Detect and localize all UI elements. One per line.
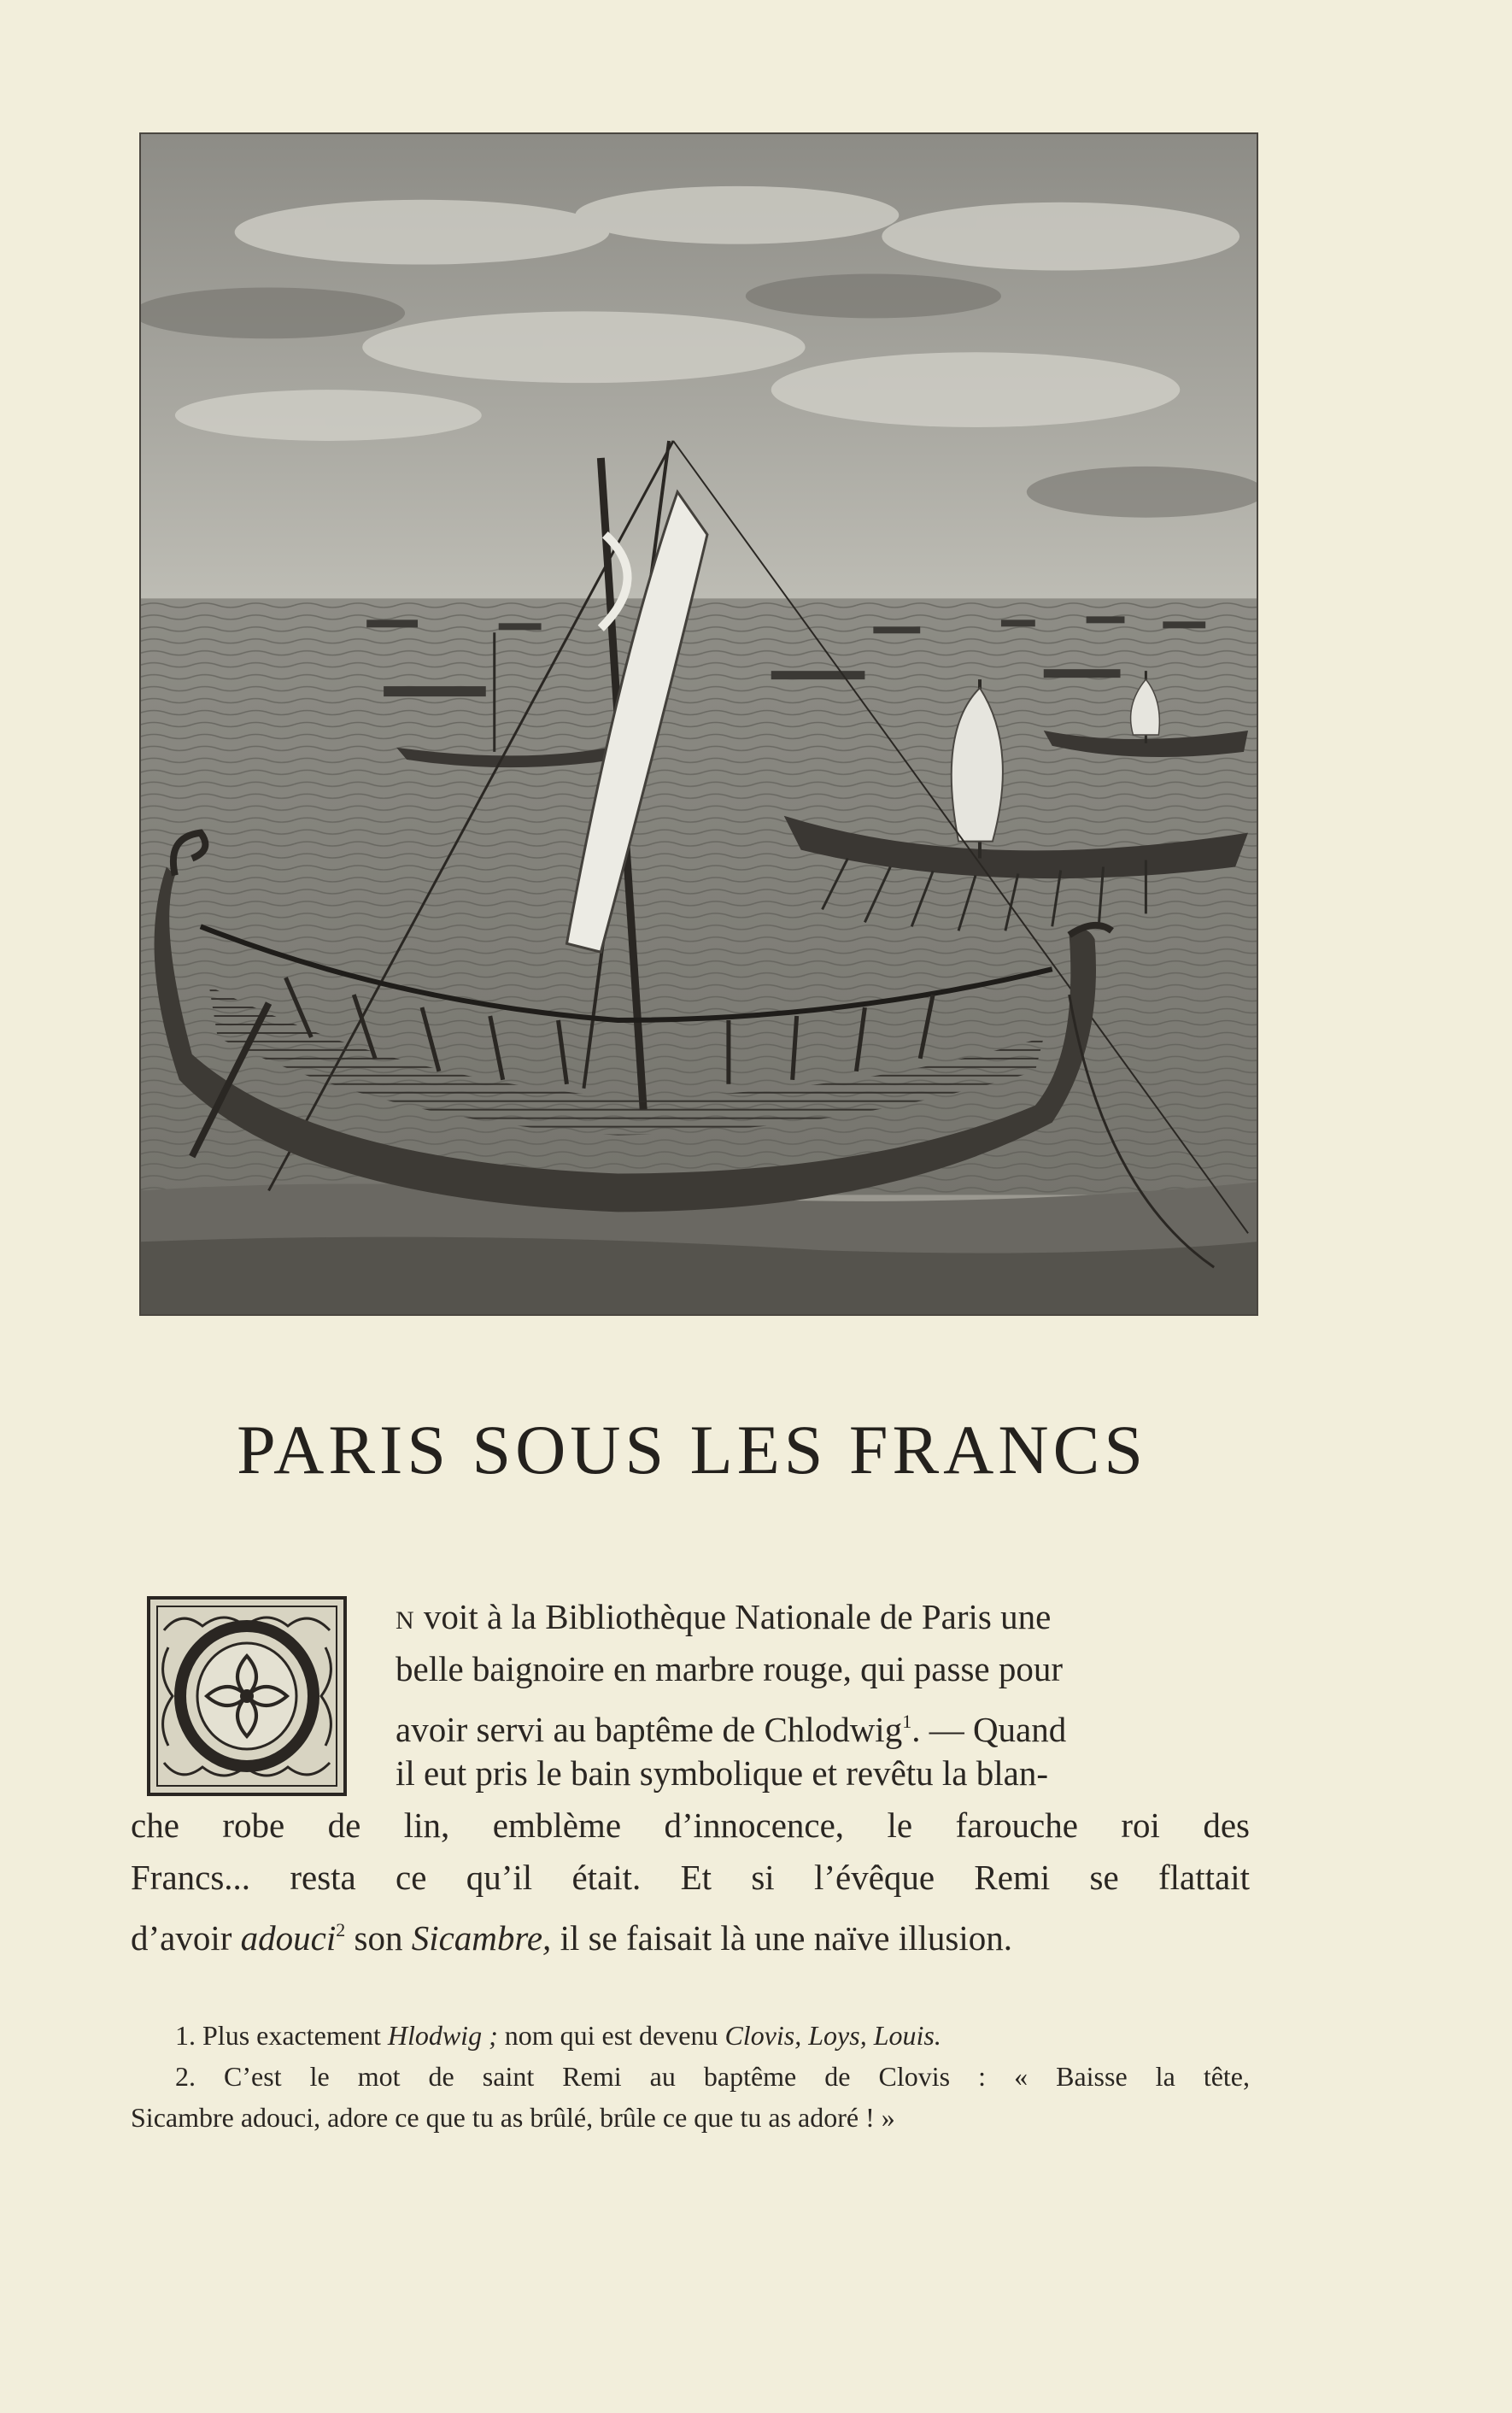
footnote-2-continued: Sicambre adouci, adore ce que tu as brûlé, brûle ce que tu as adoré ! » bbox=[131, 2102, 895, 2133]
chapter-title: PARIS SOUS LES FRANCS bbox=[237, 1411, 1147, 1488]
italic-text: Hlodwig ; bbox=[387, 2020, 498, 2051]
italic-text: adouci bbox=[240, 1918, 337, 1958]
paragraph-text: . — Quand bbox=[911, 1710, 1067, 1749]
paragraph-line: il eut pris le bain symbolique et revêtu la blan- bbox=[396, 1753, 1048, 1793]
body-paragraph bbox=[131, 1591, 1250, 1956]
longship-engraving-art bbox=[141, 134, 1257, 1314]
footnote-ref: 2 bbox=[336, 1919, 346, 1940]
paragraph-line bbox=[131, 1695, 1250, 1747]
paragraph-text: il se faisait là une naïve illusion. bbox=[551, 1918, 1013, 1958]
initial-smallcap: N bbox=[396, 1606, 415, 1635]
footnote-text: Plus exactement bbox=[196, 2020, 388, 2051]
paragraph-line: che robe de lin, emblème d’innocence, le farouche roi des bbox=[131, 1805, 1250, 1845]
footnote-number: 1. bbox=[175, 2020, 196, 2051]
paragraph-text: avoir servi au baptême de Chlodwig bbox=[396, 1710, 903, 1749]
paragraph-line bbox=[131, 1904, 1250, 1956]
paragraph-line: Francs... resta ce qu’il était. Et si l’évêque Remi se flattait bbox=[131, 1858, 1250, 1897]
footnote-1 bbox=[131, 2015, 1250, 2056]
longship-engraving bbox=[139, 132, 1258, 1316]
italic-text: Sicambre, bbox=[411, 1918, 552, 1958]
paragraph-text: son bbox=[345, 1918, 412, 1958]
paragraph-line bbox=[131, 1591, 1250, 1643]
footnote-text: nom qui est devenu bbox=[497, 2020, 725, 2051]
paragraph-text: voit à la Bibliothèque Nationale de Paris une bbox=[414, 1597, 1052, 1636]
footnotes bbox=[131, 2015, 1250, 2138]
paragraph-line: belle baignoire en marbre rouge, qui passe pour bbox=[396, 1649, 1064, 1688]
footnote-2: 2. C’est le mot de saint Remi au baptême de Clovis : « Baisse la tête, bbox=[175, 2061, 1250, 2092]
paragraph-text: d’avoir bbox=[131, 1918, 241, 1958]
italic-text: Clovis, Loys, Louis. bbox=[724, 2020, 941, 2051]
footnote-ref: 1 bbox=[902, 1711, 912, 1732]
